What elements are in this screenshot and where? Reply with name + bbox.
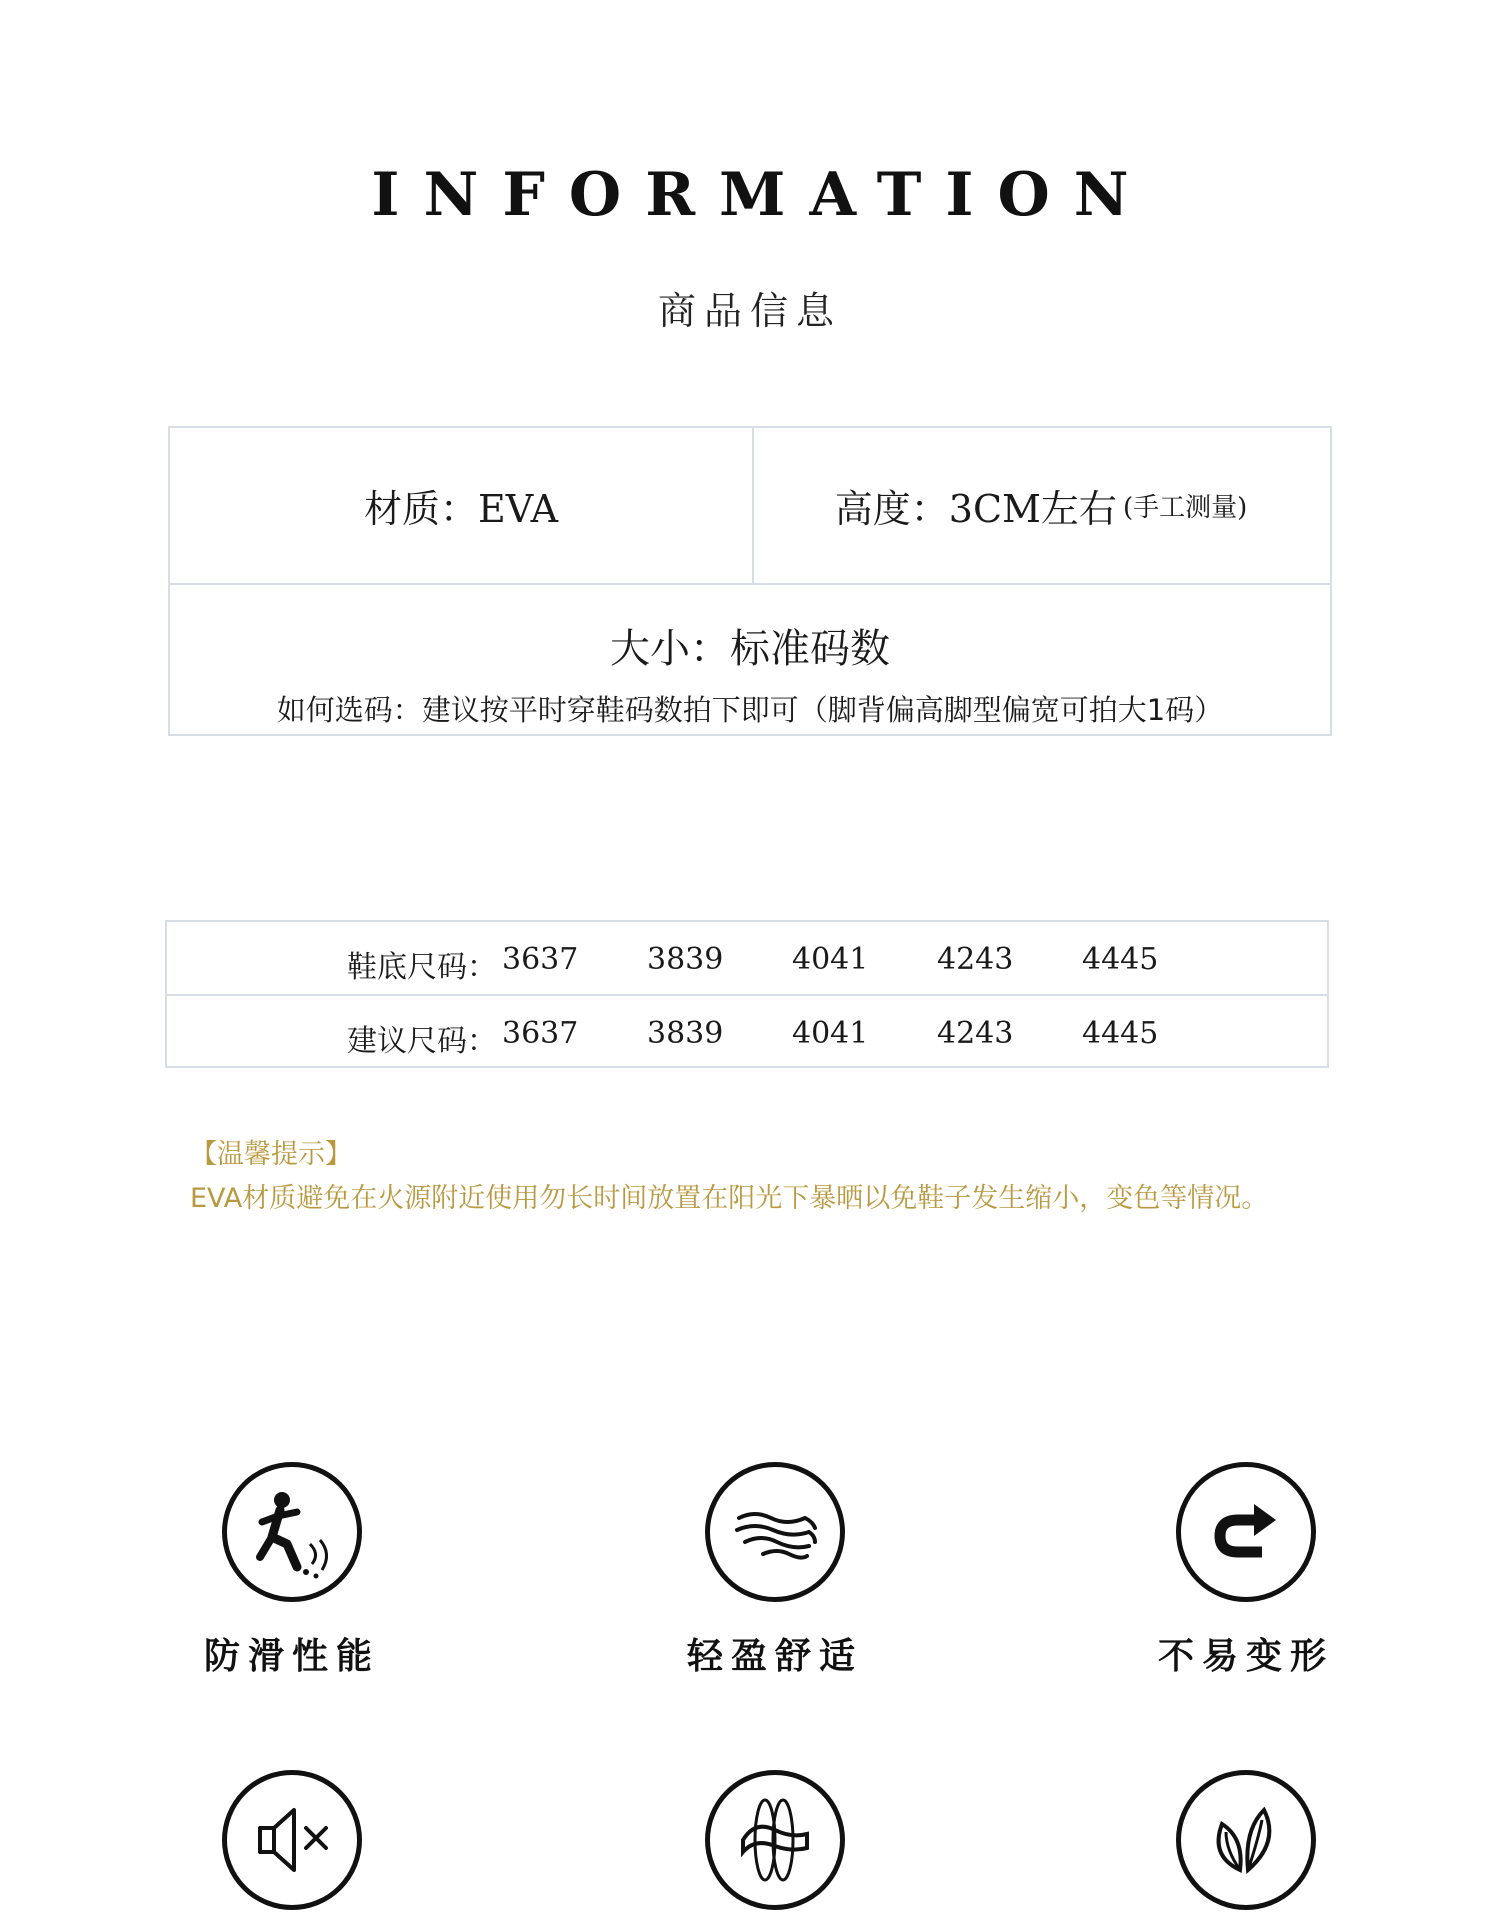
height-note: (手工测量) xyxy=(1122,493,1248,523)
row-label: 建议尺码： xyxy=(347,1024,497,1059)
feature-silent xyxy=(172,1770,412,1910)
size-cell: 3839 xyxy=(647,942,724,977)
page-subtitle: 商品信息 xyxy=(657,289,842,333)
size-cell: 4445 xyxy=(1082,1016,1159,1051)
feature-slip-resistant xyxy=(172,1462,412,1679)
size-cell: 4041 xyxy=(792,1016,869,1051)
waves-icon xyxy=(705,1462,845,1602)
leaves-icon xyxy=(1176,1770,1316,1910)
feature-label: 不易变形 xyxy=(1157,1636,1334,1677)
feature-label: 轻盈舒适 xyxy=(686,1636,863,1677)
size-cell: 3839 xyxy=(647,1016,724,1051)
size-cell: 3637 xyxy=(502,1016,579,1051)
material-text: 材质：EVA xyxy=(363,487,559,531)
info-row-material-height xyxy=(170,428,1330,585)
return-arrow-icon xyxy=(1176,1462,1316,1602)
feature-lightweight xyxy=(655,1462,895,1679)
row-label: 鞋底尺码： xyxy=(347,950,497,985)
size-cell: 4041 xyxy=(792,942,869,977)
size-cell: 4243 xyxy=(937,942,1014,977)
feature-flexible xyxy=(655,1770,895,1910)
size-chart-table xyxy=(165,920,1329,1068)
slip-resistant-icon xyxy=(222,1462,362,1602)
size-hint: 如何选码：建议按平时穿鞋码数拍下即可（脚背偏高脚型偏宽可拍大1码） xyxy=(276,693,1224,727)
size-cell: 3637 xyxy=(502,942,579,977)
height-cell xyxy=(752,428,1330,583)
flexible-sole-icon xyxy=(705,1770,845,1910)
material-cell xyxy=(170,428,754,583)
mute-speaker-icon xyxy=(222,1770,362,1910)
tip-heading: 【温馨提示】 xyxy=(190,1139,352,1170)
info-row-size xyxy=(170,585,1330,735)
tip-text: EVA材质避免在火源附近使用勿长时间放置在阳光下暴晒以免鞋子发生缩小，变色等情况。 xyxy=(190,1183,1269,1214)
page-title: INFORMATION xyxy=(371,160,1153,230)
feature-eco xyxy=(1126,1770,1366,1910)
feature-label: 防滑性能 xyxy=(203,1636,380,1677)
size-cell: 4445 xyxy=(1082,942,1159,977)
height-text: 高度：3CM左右 xyxy=(834,487,1117,531)
size-title: 大小：标准码数 xyxy=(610,626,890,672)
table-row xyxy=(167,996,1327,1068)
product-info-table xyxy=(168,426,1332,736)
table-row xyxy=(167,922,1327,996)
feature-no-deform xyxy=(1126,1462,1366,1679)
size-cell: 4243 xyxy=(937,1016,1014,1051)
